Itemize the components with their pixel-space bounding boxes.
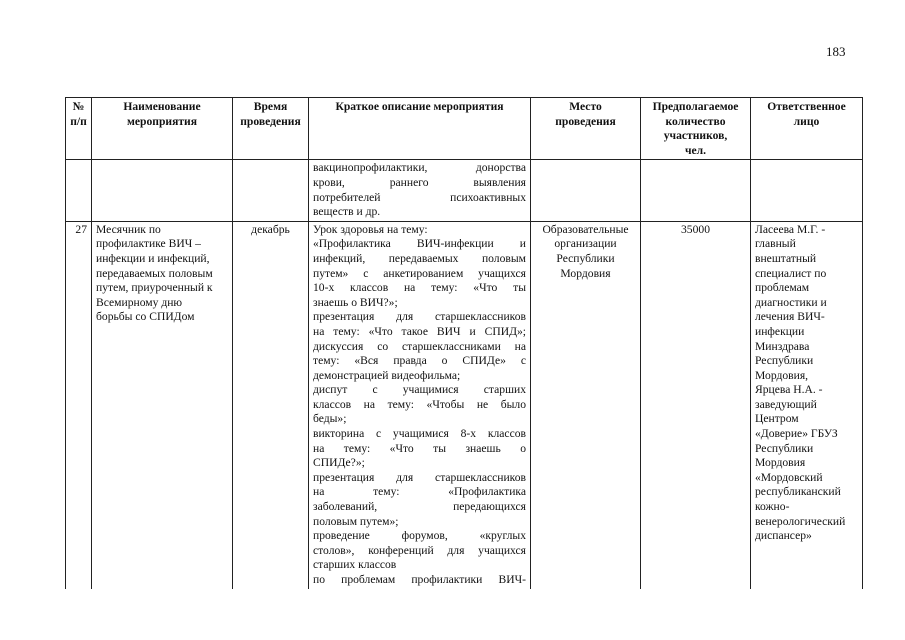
description-line: презентация для старшеклассников: [313, 470, 526, 484]
row-responsible-cell: [751, 221, 863, 588]
description-line: заболеваний, передающихся: [313, 500, 526, 514]
row-time-cell: декабрь: [233, 221, 309, 588]
responsible-line: кожно-: [755, 500, 790, 514]
description-line: потребителей психоактивных: [313, 190, 526, 204]
description-line: демонстрацией видеофильма;: [313, 368, 461, 382]
name-line: инфекции и инфекций,: [96, 251, 210, 265]
header-time-line: проведения: [240, 114, 301, 128]
header-name: [92, 98, 233, 160]
description-line: на тему: «Что такое ВИЧ и СПИД»;: [313, 324, 526, 338]
table-row-27: [66, 221, 863, 588]
header-participants-line: чел.: [684, 143, 707, 157]
responsible-line: внештатный: [755, 251, 817, 265]
header-place: [531, 98, 641, 160]
header-responsible-line: лицо: [793, 114, 820, 128]
responsible-line: проблемам: [755, 281, 810, 295]
header-place-line: проведения: [555, 114, 616, 128]
events-table: [65, 97, 863, 589]
description-line: дискуссия со старшеклассниками на: [313, 339, 526, 353]
header-participants-line: участников,: [663, 129, 728, 143]
responsible-line: главный: [755, 237, 796, 251]
header-name-line: Наименование: [123, 100, 201, 113]
header-participants: [641, 98, 751, 160]
header-description-line: Краткое описание мероприятия: [335, 100, 504, 113]
responsible-line: заведующий: [755, 397, 817, 411]
description-line: тему: «Вся правда о СПИДе» с: [313, 354, 526, 368]
header-place-line: Место: [569, 100, 602, 113]
description-line: крови, раннего выявления: [313, 175, 526, 189]
cont-place-cell: [531, 160, 641, 221]
responsible-line: диагностики и: [755, 295, 827, 309]
cont-num-cell: [66, 160, 92, 221]
responsible-line: республиканский: [755, 485, 841, 499]
place-line: Республики: [556, 251, 615, 265]
continuation-row: [66, 160, 863, 221]
header-num: [66, 98, 92, 160]
description-line: знаешь о ВИЧ?»;: [313, 295, 398, 309]
responsible-line: венерологический: [755, 514, 846, 528]
cont-participants-cell: [641, 160, 751, 221]
header-time-line: Время: [253, 100, 288, 113]
header-responsible: [751, 98, 863, 160]
header-responsible-line: Ответственное: [767, 100, 846, 113]
description-line: 10-х классов на тему: «Что ты: [313, 281, 526, 295]
cont-name-cell: [92, 160, 233, 221]
responsible-line: Мордовия,: [755, 368, 809, 382]
row-description-cell: [309, 221, 531, 588]
description-line: путем» с анкетированием учащихся: [313, 266, 526, 280]
responsible-line: Республики: [755, 441, 814, 455]
row-name-cell: [92, 221, 233, 588]
description-line: беды»;: [313, 412, 347, 426]
row-place-cell: [531, 221, 641, 588]
description-line: по проблемам профилактики ВИЧ-: [313, 573, 526, 586]
responsible-line: лечения ВИЧ-: [755, 310, 825, 324]
responsible-line: Мордовия: [755, 456, 806, 470]
description-line: вакцинопрофилактики, донорства: [313, 161, 526, 175]
name-line: профилактике ВИЧ –: [96, 237, 201, 251]
description-line: половым путем»;: [313, 514, 399, 528]
header-participants-line: Предполагаемое: [652, 100, 739, 113]
responsible-line: диспансер»: [755, 529, 812, 543]
description-line: старших классов: [313, 558, 397, 572]
cont-responsible-cell: [751, 160, 863, 221]
name-line: борьбы со СПИДом: [96, 310, 195, 324]
header-num-line: №: [72, 100, 85, 113]
responsible-line: Республики: [755, 354, 814, 368]
responsible-line: «Доверие» ГБУЗ: [755, 427, 838, 441]
responsible-line: специалист по: [755, 266, 827, 280]
description-line: СПИДе?»;: [313, 456, 365, 470]
description-line: диспут с учащимися старших: [313, 383, 526, 397]
description-line: викторина с учащимися 8-х классов: [313, 427, 526, 441]
description-line: на тему: «Профилактика: [313, 485, 526, 499]
description-line: Урок здоровья на тему:: [313, 222, 428, 236]
header-name-line: мероприятия: [126, 114, 197, 128]
description-line: инфекций, передаваемых половым: [313, 251, 526, 265]
description-line: проведение форумов, «круглых: [313, 529, 526, 543]
header-participants-line: количество: [665, 114, 726, 128]
description-line: «Профилактика ВИЧ-инфекции и: [313, 237, 526, 251]
header-num-line: п/п: [70, 114, 87, 128]
place-line: организации: [554, 237, 617, 251]
name-line: путем, приуроченный к: [96, 281, 213, 295]
row-num-cell: 27: [66, 221, 92, 588]
responsible-line: инфекции: [755, 324, 805, 338]
name-line: Всемирному дню: [96, 295, 183, 309]
header-description: [309, 98, 531, 160]
place-line: Образовательные: [542, 222, 629, 236]
place-line: Мордовия: [560, 266, 611, 280]
cont-time-cell: [233, 160, 309, 221]
description-line: презентация для старшеклассников: [313, 310, 526, 324]
page-number: 183: [826, 44, 846, 59]
responsible-line: «Мордовский: [755, 470, 823, 484]
description-line: веществ и др.: [313, 205, 381, 219]
row-participants-cell: 35000: [641, 221, 751, 588]
header-row: [66, 98, 863, 160]
description-line: столов», конференций для учащихся: [313, 543, 526, 557]
description-line: классов на тему: «Чтобы не было: [313, 397, 526, 411]
name-line: передаваемых половым: [96, 266, 213, 280]
responsible-line: Ярцева Н.А. -: [755, 383, 823, 397]
description-line: на тему: «Что ты знаешь о: [313, 441, 526, 455]
responsible-line: Минздрава: [755, 339, 810, 353]
name-line: Месячник по: [96, 222, 161, 236]
responsible-line: Ласеева М.Г. -: [755, 222, 826, 236]
responsible-line: Центром: [755, 412, 799, 426]
header-time: [233, 98, 309, 160]
cont-description-cell: [309, 160, 531, 221]
